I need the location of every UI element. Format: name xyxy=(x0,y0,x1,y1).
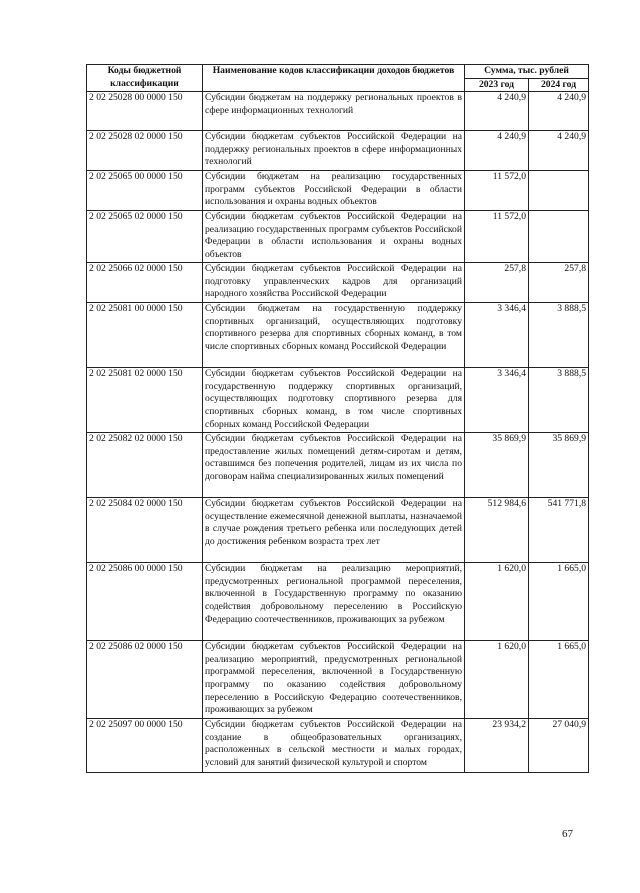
row-sum-2023: 257,8 xyxy=(465,263,529,303)
row-code: 2 02 25086 00 0000 150 xyxy=(87,563,203,641)
row-sum-2023: 3 346,4 xyxy=(465,303,529,368)
table-row xyxy=(87,368,589,433)
row-sum-2024: 3 888,5 xyxy=(529,368,589,433)
row-sum-2023: 1 620,0 xyxy=(465,641,529,719)
row-name: Субсидии бюджетам субъектов Российской Федерации на государственную поддержку спортивных организаций, осуществляющих подготовку спортивного резерва для спортивных сборных команд, в том числе спортивных сборных команд Российской Федерации xyxy=(203,368,465,433)
page-number: 67 xyxy=(562,828,573,840)
row-code: 2 02 25084 02 0000 150 xyxy=(87,498,203,563)
table-row xyxy=(87,641,589,719)
row-sum-2024 xyxy=(529,211,589,263)
row-code: 2 02 25066 02 0000 150 xyxy=(87,263,203,303)
row-sum-2024: 257,8 xyxy=(529,263,589,303)
table-row xyxy=(87,303,589,368)
row-sum-2024: 3 888,5 xyxy=(529,303,589,368)
row-code: 2 02 25081 00 0000 150 xyxy=(87,303,203,368)
row-sum-2024: 35 869,9 xyxy=(529,433,589,498)
table-row xyxy=(87,211,589,263)
table-row xyxy=(87,498,589,563)
row-sum-2024: 1 665,0 xyxy=(529,641,589,719)
table-row xyxy=(87,433,589,498)
row-name: Субсидии бюджетам субъектов Российской Федерации на поддержку региональных проектов в сфере информационных технологий xyxy=(203,131,465,171)
row-code: 2 02 25028 00 0000 150 xyxy=(87,92,203,131)
header-name: Наименование кодов классификации доходов бюджетов xyxy=(203,65,465,92)
row-sum-2023: 23 934,2 xyxy=(465,719,529,773)
row-name: Субсидии бюджетам на реализацию государственных программ субъектов Российской Федерации в области использования и охраны водных объектов xyxy=(203,171,465,211)
table-row xyxy=(87,563,589,641)
row-name: Субсидии бюджетам субъектов Российской Федерации на осуществление ежемесячной денежной выплаты, назначаемой в случае рождения третьего ребенка или последующих детей до достижения ребенком возраста трех лет xyxy=(203,498,465,563)
row-name: Субсидии бюджетам на государственную поддержку спортивных организаций, осуществляющих подготовку спортивного резерва для спортивных сборных команд, в том числе спортивных сборных команд Российской Федерации xyxy=(203,303,465,368)
row-sum-2023: 512 984,6 xyxy=(465,498,529,563)
table-row xyxy=(87,263,589,303)
row-code: 2 02 25028 02 0000 150 xyxy=(87,131,203,171)
row-code: 2 02 25082 02 0000 150 xyxy=(87,433,203,498)
row-sum-2023: 11 572,0 xyxy=(465,171,529,211)
row-sum-2024: 541 771,8 xyxy=(529,498,589,563)
row-name: Субсидии бюджетам субъектов Российской Федерации на подготовку управленческих кадров для организаций народного хозяйства Российской Федерации xyxy=(203,263,465,303)
row-sum-2024: 27 040,9 xyxy=(529,719,589,773)
row-name: Субсидии бюджетам субъектов Российской Федерации на предоставление жилых помещений детям-сиротам и детям, оставшимся без попечения родителей, лицам из их числа по договорам найма специализированных жилых помещений xyxy=(203,433,465,498)
row-name: Субсидии бюджетам субъектов Российской Федерации на реализацию государственных программ субъектов Российской Федерации в области использования и охраны водных объектов xyxy=(203,211,465,263)
row-sum-2023: 1 620,0 xyxy=(465,563,529,641)
table-row xyxy=(87,131,589,171)
row-name: Субсидии бюджетам субъектов Российской Федерации на реализацию мероприятий, предусмотренных региональной программой переселения, включенной в Государственную программу по оказанию содействия добровольному переселению в Российскую Федерацию соотечественников, проживающих за рубежом xyxy=(203,641,465,719)
table-row xyxy=(87,719,589,773)
table-row xyxy=(87,92,589,131)
row-name: Субсидии бюджетам на поддержку региональных проектов в сфере информационных технологий xyxy=(203,92,465,131)
header-sum: Сумма, тыс. рублей xyxy=(465,65,589,79)
row-sum-2024: 1 665,0 xyxy=(529,563,589,641)
row-sum-2023: 35 869,9 xyxy=(465,433,529,498)
row-name: Субсидии бюджетам субъектов Российской Федерации на создание в общеобразовательных организациях, расположенных в сельской местности и малых городах, условий для занятий физической культурой и спортом xyxy=(203,719,465,773)
row-code: 2 02 25081 02 0000 150 xyxy=(87,368,203,433)
row-sum-2024: 4 240,9 xyxy=(529,131,589,171)
table-row xyxy=(87,171,589,211)
row-code: 2 02 25065 02 0000 150 xyxy=(87,211,203,263)
row-sum-2023: 4 240,9 xyxy=(465,92,529,131)
budget-table xyxy=(86,64,589,773)
header-year-2024: 2024 год xyxy=(529,78,589,92)
header-codes: Коды бюджетной классификации xyxy=(87,65,203,92)
row-sum-2023: 11 572,0 xyxy=(465,211,529,263)
row-sum-2024: 4 240,9 xyxy=(529,92,589,131)
row-code: 2 02 25065 00 0000 150 xyxy=(87,171,203,211)
row-sum-2023: 4 240,9 xyxy=(465,131,529,171)
row-sum-2023: 3 346,4 xyxy=(465,368,529,433)
header-year-2023: 2023 год xyxy=(465,78,529,92)
row-sum-2024 xyxy=(529,171,589,211)
row-code: 2 02 25097 00 0000 150 xyxy=(87,719,203,773)
row-name: Субсидии бюджетам на реализацию мероприятий, предусмотренных региональной программой переселения, включенной в Государственную программу по оказанию содействия добровольному переселению в Российскую Федерацию соотечественников, проживающих за рубежом xyxy=(203,563,465,641)
row-code: 2 02 25086 02 0000 150 xyxy=(87,641,203,719)
